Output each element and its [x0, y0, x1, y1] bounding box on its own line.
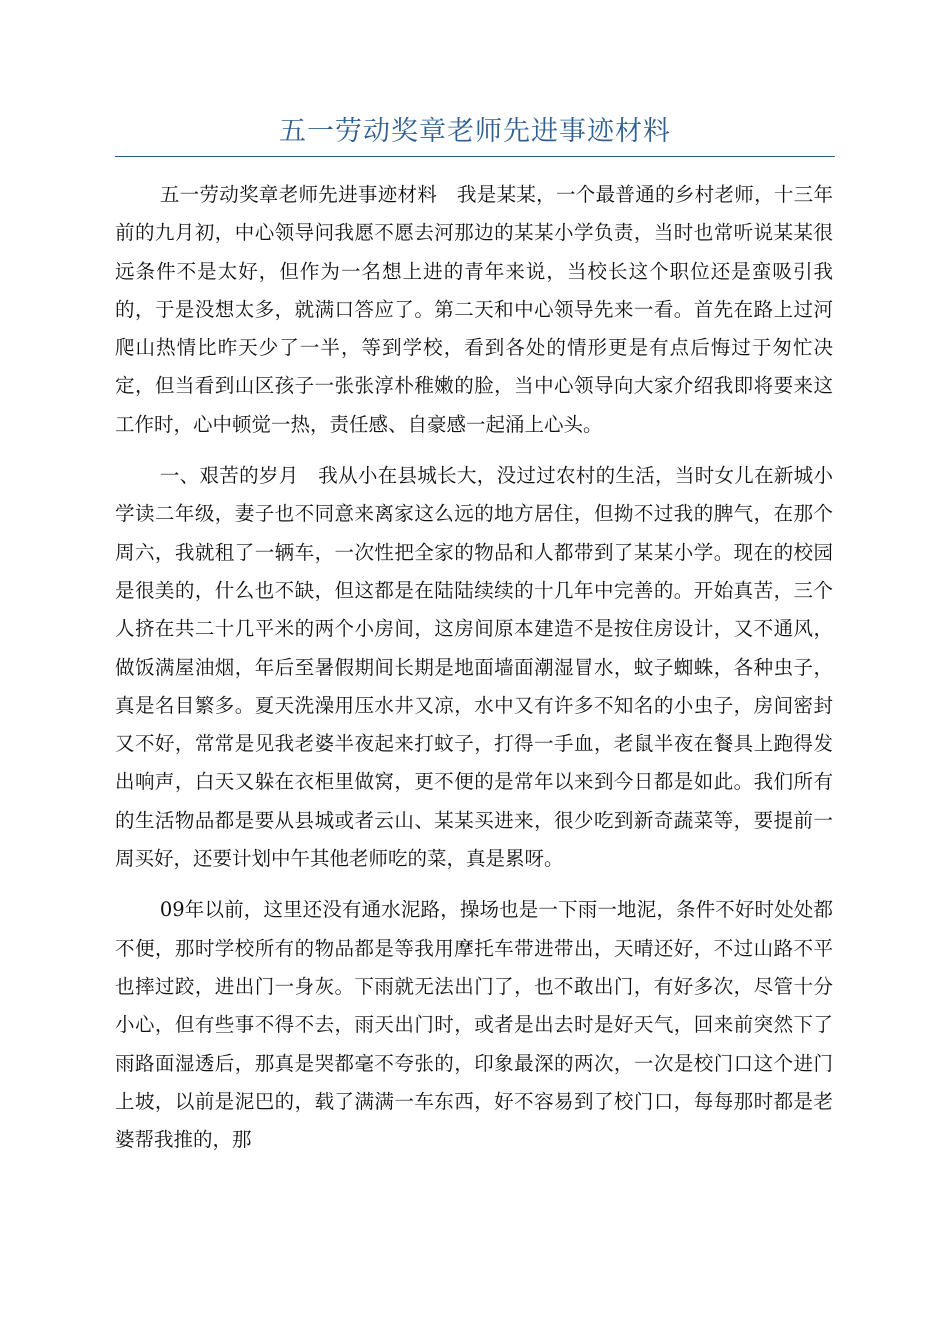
- title-block: [115, 112, 835, 157]
- paragraph: 一、艰苦的岁月 我从小在县城长大，没过过农村的生活，当时女儿在新城小学读二年级，妻子也不同意来离家这么远的地方居住，但拗不过我的脾气，在那个周六，我就租了一辆车，一次性把全家的物品和人都带到了某某小学。现在的校园是很美的，什么也不缺，但这都是在陆陆续续的十几年中完善的。开始真苦，三个人挤在共二十几平米的两个小房间，这房间原本建造不是按住房设计，又不通风，做饭满屋油烟，年后至暑假期间长期是地面墙面潮湿冒水，蚊子蜘蛛，各种虫子，真是名目繁多。夏天洗澡用压水井又凉，水中又有许多不知名的小虫子，房间密封又不好，常常是见我老婆半夜起来打蚊子，打得一手血，老鼠半夜在餐具上跑得发出响声，白天又躲在衣柜里做窝，更不便的是常年以来到今日都是如此。我们所有的生活物品都是要从县城或者云山、某某买进来，很少吃到新奇蔬菜等，要提前一周买好，还要计划中午其他老师吃的菜，真是累呀。: [115, 464, 833, 871]
- document-title: 五一劳动奖章老师先进事迹材料: [279, 116, 671, 147]
- paragraph: 09年以前，这里还没有通水泥路，操场也是一下雨一地泥，条件不好时处处都不便，那时学校所有的物品都是等我用摩托车带进带出，天晴还好，不过山路不平也摔过跤，进出门一身灰。下雨就无法出门了，也不敢出门，有好多次，尽管十分小心，但有些事不得不去，雨天出门时，或者是出去时是好天气，回来前突然下了雨路面湿透后，那真是哭都毫不夸张的，印象最深的两次，一次是校门口这个进门上坡，以前是泥巴的，载了满满一车东西，好不容易到了校门口，每每那时都是老婆帮我推的，那: [115, 898, 833, 1152]
- document-body: [115, 176, 833, 1172]
- paragraph: 五一劳动奖章老师先进事迹材料 我是某某，一个最普通的乡村老师，十三年前的九月初，中心领导问我愿不愿去河那边的某某小学负责，当时也常听说某某很远条件不是太好，但作为一名想上进的青年来说，当校长这个职位还是蛮吸引我的，于是没想太多，就满口答应了。第二天和中心领导先来一看。首先在路上过河爬山热情比昨天少了一半，等到学校，看到各处的情形更是有点后悔过于匆忙决定，但当看到山区孩子一张张淳朴稚嫩的脸，当中心领导向大家介绍我即将要来这工作时，心中顿觉一热，责任感、自豪感一起涌上心头。: [115, 183, 833, 436]
